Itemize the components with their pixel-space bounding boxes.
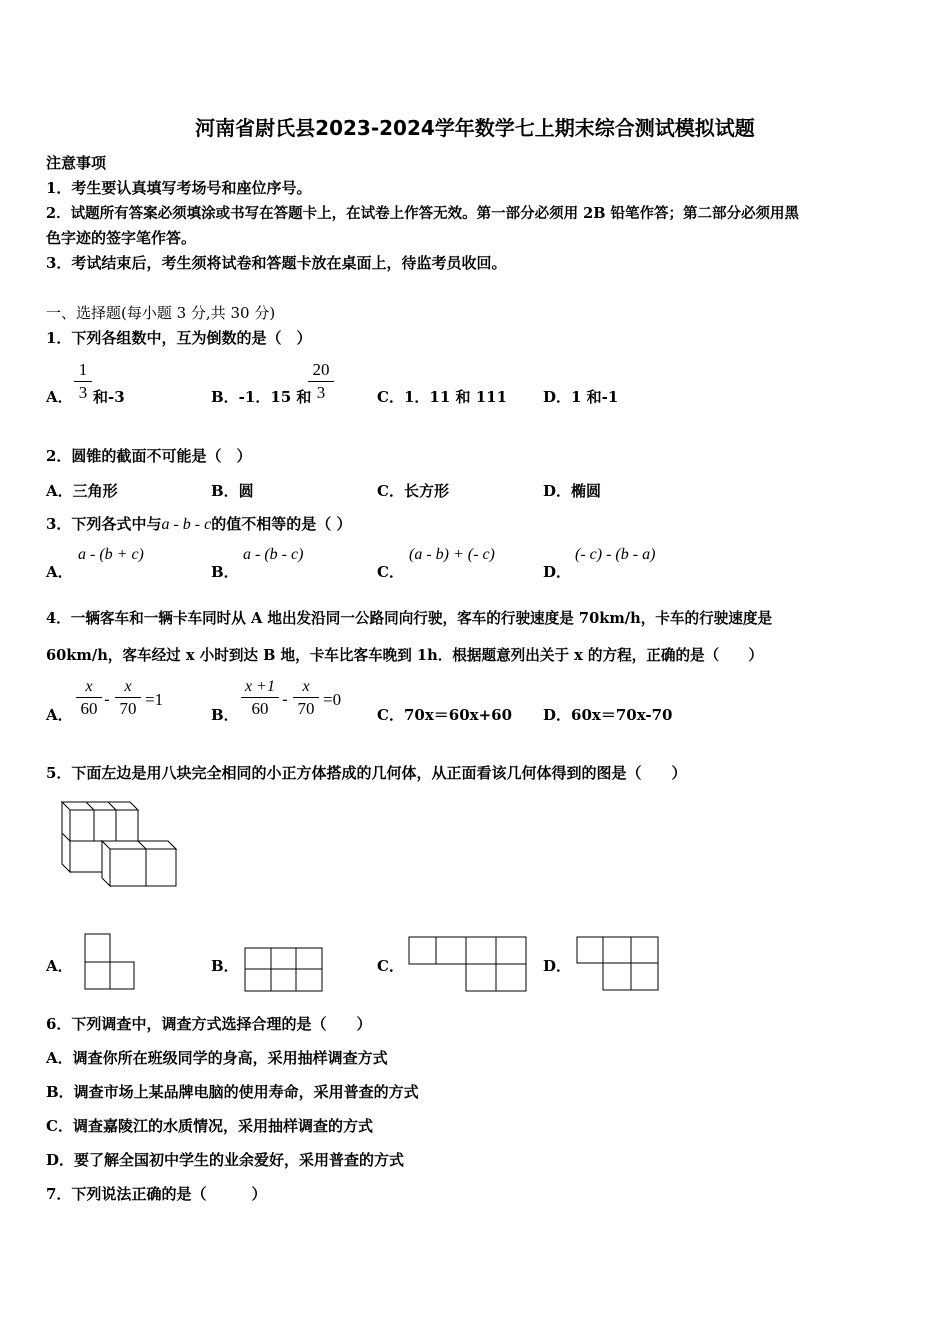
q4-b-numerator-1: x +1	[245, 678, 275, 695]
cube-figure	[56, 796, 186, 892]
q4-option-b-rhs: =0	[323, 690, 342, 709]
q6-option-b: B．调查市场上某品牌电脑的使用寿命，采用普查的方式	[46, 1083, 419, 1101]
q4-option-a-rhs: =1	[145, 690, 164, 709]
q4-option-b-minus: -	[282, 690, 288, 710]
q4-a-numerator-1: x	[85, 678, 93, 695]
q4-option-a-fraction-2	[115, 678, 141, 719]
q6-option-d: D．要了解全国初中学生的业余爱好，采用普查的方式	[46, 1151, 405, 1169]
q4-b-denominator-2: 70	[297, 699, 315, 718]
q4-option-a-minus: -	[104, 690, 110, 710]
q2-option-c: C．长方形	[377, 482, 449, 500]
q1-option-d: D．1 和-1	[543, 388, 619, 406]
fraction-bar	[115, 697, 141, 698]
q1-option-a-label: A．	[46, 388, 73, 406]
q5-option-d-figure	[576, 936, 660, 994]
fraction-bar	[241, 697, 279, 698]
q4-stem-line1: 4．一辆客车和一辆卡车同时从 A 地出发沿同一公路同向行驶，客车的行驶速度是 70km/h，卡车的行驶速度是	[46, 610, 773, 627]
q5-option-c-label: C．	[377, 957, 404, 975]
q1-option-c: C．1．11 和 111	[377, 388, 508, 406]
q2-option-d: D．椭圆	[543, 482, 602, 500]
q3-option-b-expression: a - (b - c)	[243, 546, 304, 563]
q6-option-a: A．调查你所在班级同学的身高，采用抽样调查方式	[46, 1049, 388, 1067]
q5-option-a-figure	[84, 933, 136, 991]
q6-stem: 6．下列调查中，调查方式选择合理的是（ ）	[46, 1015, 372, 1033]
q4-a-denominator-2: 70	[119, 699, 137, 718]
q3-stem-pre: 3．下列各式中与	[46, 515, 162, 533]
q2-option-a: A．三角形	[46, 482, 118, 500]
notice-heading: 注意事项	[46, 154, 107, 172]
cube-top-face	[62, 802, 138, 810]
q4-option-a-fraction-1	[76, 678, 102, 719]
q3-stem-post: 的值不相等的是（ ）	[211, 515, 352, 533]
q3-option-c-label: C．	[377, 563, 404, 581]
q3-stem-expression: a - b - c	[161, 516, 212, 533]
q1-option-b-fraction	[308, 360, 334, 403]
cube-front-lower-left	[70, 841, 102, 872]
cube-lower-front	[110, 849, 176, 886]
section-heading: 一、选择题(每小题 3 分,共 30 分)	[46, 304, 276, 322]
q1-a-numerator: 1	[78, 360, 88, 379]
fraction-bar	[76, 697, 102, 698]
q4-option-b-fraction-1	[241, 678, 279, 719]
q4-option-b-fraction-2	[293, 678, 319, 719]
notice-item-3: 3．考试结束后，考生须将试卷和答题卡放在桌面上，待监考员收回。	[46, 254, 507, 272]
q6-option-c: C．调查嘉陵江的水质情况，采用抽样调查的方式	[46, 1117, 373, 1135]
q4-b-numerator-2: x	[302, 678, 310, 695]
q3-option-d-label: D．	[543, 563, 572, 581]
q4-option-a-label: A．	[46, 706, 73, 724]
q5-option-a-label: A．	[46, 957, 73, 975]
q5-option-d-label: D．	[543, 957, 572, 975]
notice-item-2b: 色字迹的签字笔作答。	[46, 229, 197, 247]
q4-b-denominator-1: 60	[251, 699, 269, 718]
q4-option-d: D．60x＝70x-70	[543, 706, 673, 724]
q3-stem	[46, 513, 351, 534]
q4-a-denominator-1: 60	[80, 699, 98, 718]
q5-option-c-figure	[408, 936, 528, 994]
q4-stem-line2: 60km/h，客车经过 x 小时到达 B 地，卡车比客车晚到 1h．根据题意列出关于 x 的方程，正确的是（ ）	[46, 647, 764, 664]
cube-front-upper	[70, 810, 138, 841]
q7-stem: 7．下列说法正确的是（ ）	[46, 1185, 267, 1203]
q5-option-b-figure	[244, 947, 324, 993]
q1-option-a-fraction	[74, 360, 92, 403]
q1-option-b: B．-1．15 和	[211, 388, 312, 406]
fraction-bar	[308, 381, 334, 382]
fraction-bar	[293, 697, 319, 698]
fraction-bar	[74, 381, 92, 382]
q2-option-b: B．圆	[211, 482, 254, 500]
q5-stem: 5．下面左边是用八块完全相同的小正方体搭成的几何体，从正面看该几何体得到的图是（ ）	[46, 764, 687, 782]
q1-option-a-tail: 和-3	[93, 388, 125, 406]
q4-option-b-label: B．	[211, 706, 239, 724]
q1-b-numerator: 20	[312, 360, 330, 379]
q4-option-c: C．70x＝60x+60	[377, 706, 513, 724]
q3-option-c-expression: (a - b) + (- c)	[409, 546, 495, 563]
notice-item-2a: 2．试题所有答案必须填涂或书写在答题卡上，在试卷上作答无效。第一部分必须用 2B 铅笔作答；第二部分必须用黑	[46, 205, 800, 222]
cube-lower-side	[102, 841, 110, 886]
q3-option-a-expression: a - (b + c)	[78, 546, 144, 563]
q2-stem: 2．圆锥的截面不可能是（ ）	[46, 447, 252, 465]
q3-option-a-label: A．	[46, 563, 73, 581]
q3-option-d-expression: (- c) - (b - a)	[575, 546, 656, 563]
q1-b-denominator: 3	[316, 383, 326, 402]
q5-option-b-label: B．	[211, 957, 239, 975]
q1-stem: 1．下列各组数中，互为倒数的是（ ）	[46, 329, 312, 347]
q3-option-b-label: B．	[211, 563, 239, 581]
notice-item-1: 1．考生要认真填写考场号和座位序号。	[46, 179, 312, 197]
page-title: 河南省尉氏县2023-2024学年数学七上期末综合测试模拟试题	[195, 116, 755, 140]
q1-a-denominator: 3	[78, 383, 88, 402]
q4-a-numerator-2: x	[124, 678, 132, 695]
